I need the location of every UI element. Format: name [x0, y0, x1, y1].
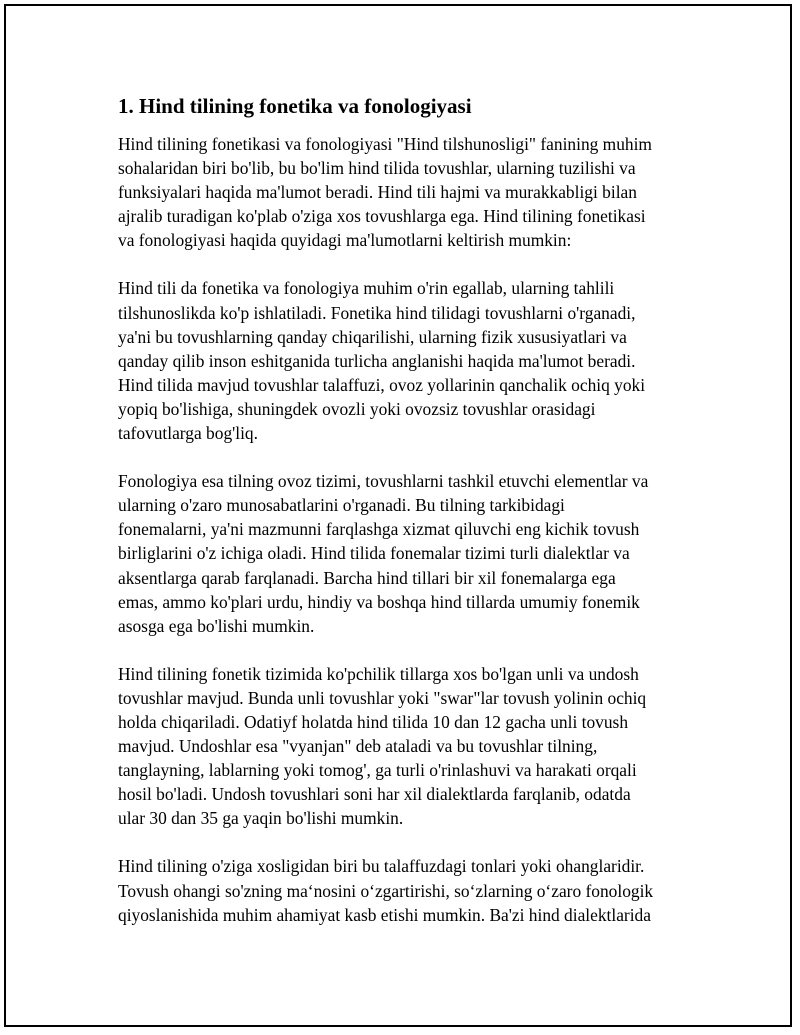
text-line: Hind tilining fonetikasi va fonologiyasi "Hind tilshunosligi" fanining muhim	[118, 134, 652, 154]
document-body	[118, 92, 693, 951]
text-line: va fonologiyasi haqida quyidagi ma'lumotlarni keltirish mumkin:	[118, 230, 572, 251]
text-line: Fonologiya esa tilning ovoz tizimi, tovushlarni tashkil etuvchi elementlar va	[118, 471, 649, 492]
text-line: ajralib turadigan ko'plab o'ziga xos tovushlarga ega. Hind tilining fonetikasi	[118, 206, 646, 227]
paragraph	[118, 662, 693, 831]
paragraph	[118, 276, 693, 445]
text-line: Hind tilining o'ziga xosligidan biri bu talaffuzdagi tonlari yoki ohanglaridir.	[118, 856, 645, 877]
paragraph	[118, 469, 693, 638]
text-line: fonemalarni, ya'ni mazmunni farqlashga xizmat qiluvchi eng kichik tovush	[118, 519, 640, 540]
text-line: qanday qilib inson eshitganida turlicha anglanishi haqida ma'lumot beradi.	[118, 350, 636, 371]
text-line: tilshunoslikda ko'p ishlatiladi. Fonetika hind tilidagi tovushlarni o'rganadi,	[118, 302, 636, 323]
text-line: tafovutlarga bog'liq.	[118, 423, 258, 444]
text-line: mavjud. Undoshlar esa "vyanjan" deb ataladi va bu tovushlar tilning,	[118, 736, 598, 757]
text-line: holda chiqariladi. Odatiyf holatda hind tilida 10 dan 12 gacha unli tovush	[118, 711, 629, 732]
text-line: emas, ammo ko'plari urdu, hindiy va boshqa hind tillarda umumiy fonemik	[118, 591, 640, 612]
section-heading: 1. Hind tilining fonetika va fonologiyasi	[118, 94, 472, 118]
paragraph	[118, 132, 693, 252]
paragraph	[118, 854, 693, 926]
text-line: sohalaridan biri bo'lib, bu bo'lim hind tilida tovushlar, ularning tuzilishi va	[118, 158, 636, 179]
text-line: ya'ni bu tovushlarning qanday chiqarilishi, ularning fizik xususiyatlari va	[118, 326, 627, 347]
text-line: Tovush ohangi so'zning ma‘nosini o‘zgartirishi, so‘zlarning o‘zaro fonologik	[118, 880, 654, 901]
text-line: aksentlarga qarab farqlanadi. Barcha hind tillari bir xil fonemalarga ega	[118, 567, 616, 588]
text-line: Hind tili da fonetika va fonologiya muhim o'rin egallab, ularning tahlili	[118, 278, 615, 299]
text-line: birliglarini o'z ichiga oladi. Hind tilida fonemalar tizimi turli dialektlar va	[118, 543, 630, 564]
text-line: asosga ega bo'lishi mumkin.	[118, 615, 315, 636]
text-line: tanglayning, lablarning yoki tomog', ga turli o'rinlashuvi va harakati orqali	[118, 760, 637, 781]
text-line: ularning o'zaro munosabatlarini o'rganadi. Bu tilning tarkibidagi	[118, 495, 565, 516]
text-line: Hind tilining fonetik tizimida ko'pchilik tillarga xos bo'lgan unli va undosh	[118, 663, 639, 684]
text-line: yopiq bo'lishiga, shuningdek ovozli yoki ovozsiz tovushlar orasidagi	[118, 398, 596, 419]
text-line: qiyoslanishida muhim ahamiyat kasb etishi mumkin. Ba'zi hind dialektlarida	[118, 904, 651, 925]
text-line: ular 30 dan 35 ga yaqin bo'lishi mumkin.	[118, 808, 404, 829]
text-line: hosil bo'ladi. Undosh tovushlari soni har xil dialektlarda farqlanib, odatda	[118, 784, 631, 805]
text-line: Hind tilida mavjud tovushlar talaffuzi, ovoz yollarinin qanchalik ochiq yoki	[118, 374, 646, 395]
text-line: tovushlar mavjud. Bunda unli tovushlar yoki "swar"lar tovush yolinin ochiq	[118, 687, 647, 708]
text-line: funksiyalari haqida ma'lumot beradi. Hind tili hajmi va murakkabligi bilan	[118, 182, 637, 203]
